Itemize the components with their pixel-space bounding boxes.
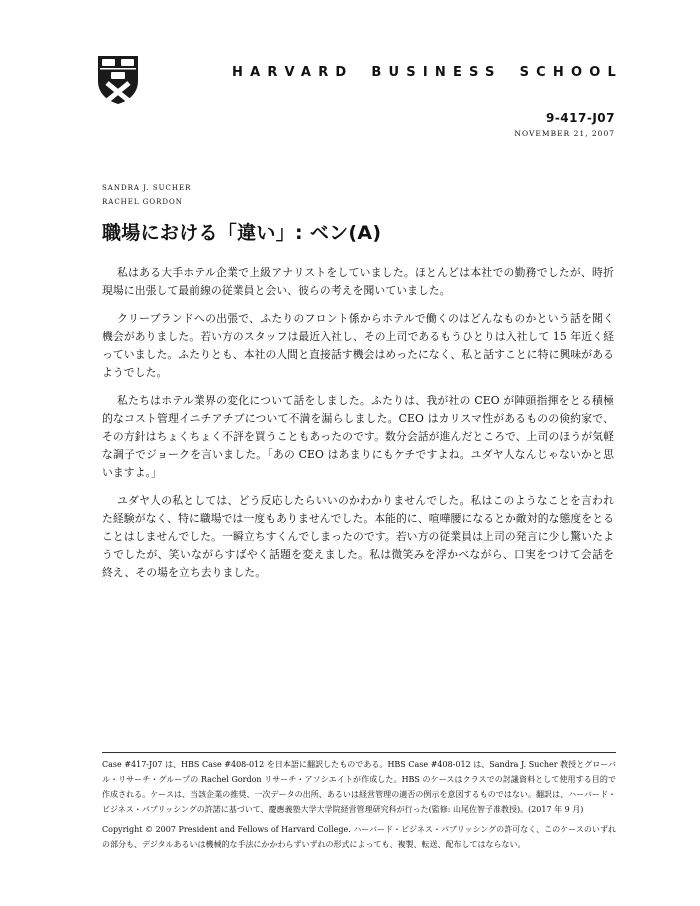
case-footnote: Case #417-J07 は、HBS Case #408-012 を日本語に翻訳したものである。HBS Case #408-012 は、Sandra J. Sucher 教授とグローバル・リサーチ・グループの Rachel Gordon リサーチ・アソシエイトが作成した。HBS のケースはクラスでの討議資料として使用する目的で作成される。ケースは、当該企業の推奨、一次データの出所、あるいは経営管理の適否の例示を意図するものではない。翻訳は、ハーバード・ビジネス・パブリッシングの許諾に基づいて、慶應義塾大学大学院経営管理研究科が行った(監修: 山尾佐智子准教授)。(2017 年 9 月) (102, 760, 616, 814)
case-title: 職場における「違い」: ベン(A) (102, 222, 382, 244)
masthead (232, 60, 622, 84)
case-body (102, 264, 614, 592)
masthead-business: BUSINESS (371, 64, 502, 80)
body-paragraph: 私たちはホテル業界の変化について話をしました。ふたりは、我が社の CEO が陣頭指揮をとる積極的なコスト管理イニチアチブについて不満を漏らしました。CEO はカリスマ性があるものの倹約家で、その方針はちょくちょく不評を買うこともあったのです。数分会話が進んだところで、上司のほうが気軽な調子でジョークを言いました。「あの CEO はあまりにもケチですよね。ユダヤ人なんじゃないかと思いますよ。」 (102, 394, 614, 479)
case-date: NOVEMBER 21, 2007 (514, 129, 615, 138)
case-number: 9-417-J07 (545, 111, 615, 125)
author-name: RACHEL GORDON (102, 198, 183, 206)
body-paragraph: ユダヤ人の私としては、どう反応したらいいのかわかりませんでした。私はこのようなことを言われた経験がなく、特に職場では一度もありませんでした。本能的に、喧嘩腰になるとか敵対的な態度をとることはしませんでした。一瞬立ちすくんでしまったのです。若い方の従業員は上司の発言に少し驚いたようでしたが、笑いながらすばやく話題を変えました。私は微笑みを浮かべながら、口実をつけて会話を終え、その場を立ち去りました。 (102, 494, 614, 579)
body-paragraph: クリーブランドへの出張で、ふたりのフロント係からホテルで働くのはどんなものかという話を聞く機会がありました。若い方のスタッフは最近入社し、その上司であるもうひとりは入社して 15 年近く経っていました。ふたりとも、本社の人間と直接話す機会はめったになく、私と話すことに特に興味があるようでした。 (102, 312, 614, 379)
harvard-shield-icon (97, 55, 139, 105)
footnote-divider (102, 752, 616, 753)
masthead-school: SCHOOL (519, 64, 623, 80)
author-name: SANDRA J. SUCHER (102, 184, 192, 192)
copyright-notice: Copyright © 2007 President and Fellows of Harvard College. ハーバード・ビジネス・パブリッシングの許可なく、このケースのいずれの部分も、デジタルあるいは機械的な手法にかかわらずいずれの形式によっても、複製、転送、配布してはならない。 (102, 825, 616, 849)
body-paragraph: 私はある大手ホテル企業で上級アナリストをしていました。ほとんどは本社での勤務でしたが、時折現場に出張して最前線の従業員と会い、彼らの考えを聞いていました。 (102, 266, 614, 297)
masthead-harvard: HARVARD (232, 64, 354, 80)
